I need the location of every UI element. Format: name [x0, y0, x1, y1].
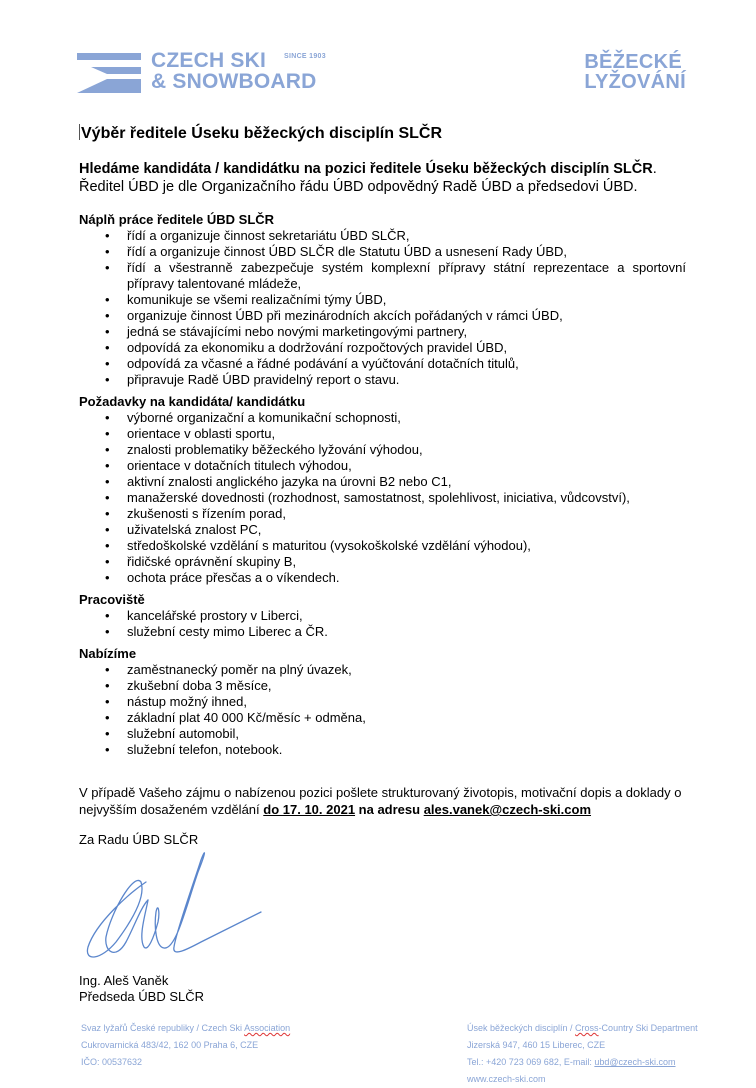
list-item: • služební telefon, notebook.: [79, 742, 686, 758]
contact-email-link[interactable]: ales.vanek@czech-ski.com: [423, 802, 592, 817]
lead-paragraph: [79, 160, 686, 196]
signatory: [79, 973, 204, 1005]
text-cursor: [79, 124, 80, 140]
list-item: • řídí a všestranně zabezpečuje systém komplexní přípravy státní reprezentace a sportovní přípravy talentované mládeže,: [79, 260, 686, 292]
logo-since: SINCE 1903: [284, 53, 326, 60]
list-item: • řidičské oprávnění skupiny B,: [79, 554, 686, 570]
list-item: • aktivní znalosti anglického jazyka na úrovni B2 nebo C1,: [79, 474, 686, 490]
phone-text: Tel.: +420 723 069 682, E-mail:: [467, 1057, 595, 1067]
list-item: • zkušební doba 3 měsíce,: [79, 678, 686, 694]
list-item: • komunikuje se všemi realizačními týmy ÚBD,: [79, 292, 686, 308]
list-item: • výborné organizační a komunikační schopnosti,: [79, 410, 686, 426]
footer-left: [81, 1020, 290, 1071]
dept-name: Úsek běžeckých disciplín /: [467, 1023, 576, 1033]
list-item: • manažerské dovednosti (rozhodnost, samostatnost, spolehlivost, iniciativa, vůdcovství),: [79, 490, 686, 506]
logo-line-2: & SNOWBOARD: [151, 70, 317, 93]
dept-name-cross: Cross: [575, 1023, 599, 1033]
org-name: Svaz lyžařů České republiky / Czech Ski: [81, 1023, 245, 1033]
workplace-list: [79, 608, 686, 640]
logo-line-1: CZECH SKI: [151, 49, 266, 72]
bezecke-lyzovani-logo: [584, 52, 686, 92]
logo-right-line-2: LYŽOVÁNÍ: [584, 71, 686, 93]
list-item: • ochota práce přesčas a o víkendech.: [79, 570, 686, 586]
footer-left-ico: IČO: 00537632: [81, 1057, 143, 1067]
list-item: • zaměstnanecký poměr na plný úvazek,: [79, 662, 686, 678]
footer-right-contact: [467, 1054, 698, 1071]
deadline-date: do 17. 10. 2021: [263, 802, 356, 817]
list-item: • řídí a organizuje činnost sekretariátu ÚBD SLČR,: [79, 228, 686, 244]
closing-paragraph: [79, 784, 689, 818]
org-name-end: Association: [244, 1023, 291, 1033]
signatory-role: Předseda ÚBD SLČR: [79, 989, 204, 1004]
list-item: • základní plat 40 000 Kč/měsíc + odměna,: [79, 710, 686, 726]
list-item: • orientace v dotačních titulech výhodou,: [79, 458, 686, 474]
website-link[interactable]: www.czech-ski.com: [467, 1074, 546, 1084]
lead-period: .: [652, 161, 657, 177]
dept-name-end: -Country Ski Department: [598, 1023, 698, 1033]
list-item: • odpovídá za včasné a řádné podávání a vyúčtování dotačních titulů,: [79, 356, 686, 372]
section-heading: Pracoviště: [79, 592, 145, 607]
sign-off: Za Radu ÚBD SLČR: [79, 832, 199, 847]
closing-text-1: V případě Vašeho zájmu o nabízenou pozici pošlete strukturovaný životopis, motivační dopis a doklady o nejvyšším dosaženém vzdělání: [79, 785, 682, 817]
section-heading: Nabízíme: [79, 646, 137, 661]
footer-right-line-1: [467, 1020, 698, 1037]
section-job-duties: [79, 212, 686, 388]
list-item: • služební automobil,: [79, 726, 686, 742]
requirements-list: [79, 410, 686, 586]
title-text: Výběr ředitele Úseku běžeckých disciplín SLČR: [81, 125, 443, 142]
footer-right-address: Jizerská 947, 460 15 Liberec, CZE: [467, 1040, 606, 1050]
document-title: [79, 124, 686, 144]
signatory-name: Ing. Aleš Vaněk: [79, 973, 169, 988]
list-item: • uživatelská znalost PC,: [79, 522, 686, 538]
duties-list: [79, 228, 686, 388]
closing-text-2: na adresu: [355, 802, 424, 817]
footer-left-address: Cukrovarnická 483/42, 162 00 Praha 6, CZE: [81, 1040, 259, 1050]
ubd-email-link[interactable]: ubd@czech-ski.com: [594, 1057, 676, 1067]
section-heading: Požadavky na kandidáta/ kandidátku: [79, 394, 306, 409]
ski-stripes-logo-icon: [77, 53, 141, 93]
signature-icon: [76, 852, 276, 972]
list-item: • jedná se stávajícími nebo novými marketingovými partnery,: [79, 324, 686, 340]
list-item: • nástup možný ihned,: [79, 694, 686, 710]
section-requirements: [79, 394, 686, 586]
section-heading: Náplň práce ředitele ÚBD SLČR: [79, 212, 275, 227]
list-item: • kancelářské prostory v Liberci,: [79, 608, 686, 624]
section-offer: [79, 646, 686, 758]
list-item: • odpovídá za ekonomiku a dodržování rozpočtových pravidel ÚBD,: [79, 340, 686, 356]
sections-container: [79, 212, 686, 764]
footer-left-line-1: [81, 1020, 290, 1037]
section-workplace: [79, 592, 686, 640]
offer-list: [79, 662, 686, 758]
lead-line-1: [79, 160, 686, 178]
lead-line-2: Ředitel ÚBD je dle Organizačního řádu ÚBD odpovědný Radě ÚBD a předsedovi ÚBD.: [79, 179, 638, 195]
list-item: • středoškolské vzdělání s maturitou (vysokoškolské vzdělání výhodou),: [79, 538, 686, 554]
czech-ski-snowboard-logo: [77, 50, 337, 96]
list-item: • služební cesty mimo Liberec a ČR.: [79, 624, 686, 640]
footer-right: [467, 1020, 698, 1088]
list-item: • řídí a organizuje činnost ÚBD SLČR dle Statutu ÚBD a usnesení Rady ÚBD,: [79, 244, 686, 260]
logo-right-line-1: BĚŽECKÉ: [584, 51, 682, 73]
lead-bold: Hledáme kandidáta / kandidátku na pozici ředitele Úseku běžeckých disciplín SLČR: [79, 161, 653, 177]
list-item: • orientace v oblasti sportu,: [79, 426, 686, 442]
list-item: • organizuje činnost ÚBD při mezinárodních akcích pořádaných v rámci ÚBD,: [79, 308, 686, 324]
list-item: • připravuje Radě ÚBD pravidelný report o stavu.: [79, 372, 686, 388]
list-item: • zkušenosti s řízením porad,: [79, 506, 686, 522]
list-item: • znalosti problematiky běžeckého lyžování výhodou,: [79, 442, 686, 458]
